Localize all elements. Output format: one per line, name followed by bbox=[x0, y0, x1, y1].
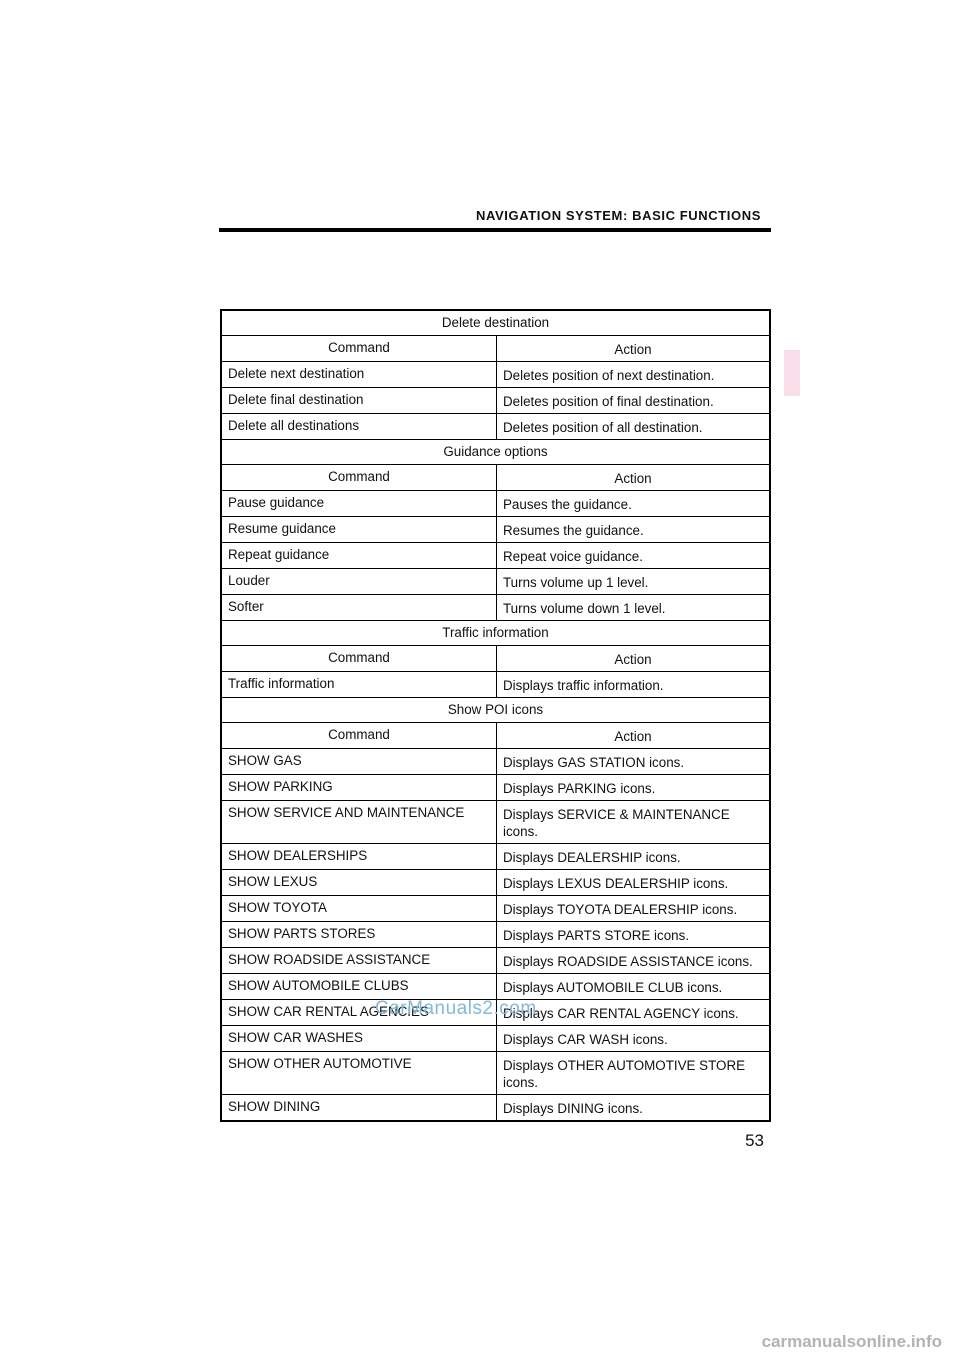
header-rule bbox=[219, 228, 771, 232]
action-cell: Displays TOYOTA DEALERSHIP icons. bbox=[497, 895, 771, 921]
section-title: Traffic information bbox=[221, 620, 770, 645]
command-cell: Resume guidance bbox=[221, 516, 497, 542]
table-row bbox=[221, 568, 770, 594]
section-header-row bbox=[221, 620, 770, 645]
action-cell: Displays SERVICE & MAINTENANCE icons. bbox=[497, 800, 771, 843]
table-row bbox=[221, 1025, 770, 1051]
section-header-row bbox=[221, 439, 770, 464]
command-cell: SHOW CAR WASHES bbox=[221, 1025, 497, 1051]
column-header-command: Command bbox=[221, 335, 497, 361]
table-row bbox=[221, 387, 770, 413]
command-cell: SHOW TOYOTA bbox=[221, 895, 497, 921]
table-row bbox=[221, 594, 770, 620]
action-cell: Displays DEALERSHIP icons. bbox=[497, 843, 771, 869]
action-cell: Deletes position of next destination. bbox=[497, 361, 771, 387]
column-header-action: Action bbox=[497, 464, 771, 490]
column-header-row bbox=[221, 645, 770, 671]
command-cell: Pause guidance bbox=[221, 490, 497, 516]
action-cell: Displays CAR RENTAL AGENCY icons. bbox=[497, 999, 771, 1025]
watermark-bottom: carmanualsonline.info bbox=[761, 1332, 942, 1351]
table-row bbox=[221, 973, 770, 999]
action-cell: Displays ROADSIDE ASSISTANCE icons. bbox=[497, 947, 771, 973]
table-row bbox=[221, 671, 770, 697]
command-cell: SHOW DINING bbox=[221, 1094, 497, 1121]
command-cell: Delete next destination bbox=[221, 361, 497, 387]
command-cell: Louder bbox=[221, 568, 497, 594]
column-header-action: Action bbox=[497, 645, 771, 671]
table-row bbox=[221, 895, 770, 921]
command-cell: SHOW CAR RENTAL AGENCIES bbox=[221, 999, 497, 1025]
table-row bbox=[221, 947, 770, 973]
action-cell: Turns volume up 1 level. bbox=[497, 568, 771, 594]
action-cell: Resumes the guidance. bbox=[497, 516, 771, 542]
action-cell: Displays GAS STATION icons. bbox=[497, 748, 771, 774]
section-header-row bbox=[221, 310, 770, 335]
action-cell: Displays CAR WASH icons. bbox=[497, 1025, 771, 1051]
table-row bbox=[221, 516, 770, 542]
action-cell: Displays PARTS STORE icons. bbox=[497, 921, 771, 947]
action-cell: Displays LEXUS DEALERSHIP icons. bbox=[497, 869, 771, 895]
command-cell: Softer bbox=[221, 594, 497, 620]
table-row bbox=[221, 490, 770, 516]
table-row bbox=[221, 843, 770, 869]
table-row bbox=[221, 869, 770, 895]
section-header-row bbox=[221, 697, 770, 722]
table-row bbox=[221, 774, 770, 800]
command-cell: SHOW GAS bbox=[221, 748, 497, 774]
column-header-row bbox=[221, 335, 770, 361]
page-header-title: NAVIGATION SYSTEM: BASIC FUNCTIONS bbox=[476, 208, 761, 223]
action-cell: Displays OTHER AUTOMOTIVE STORE icons. bbox=[497, 1051, 771, 1094]
column-header-row bbox=[221, 722, 770, 748]
action-cell: Turns volume down 1 level. bbox=[497, 594, 771, 620]
action-cell: Displays traffic information. bbox=[497, 671, 771, 697]
table-row bbox=[221, 542, 770, 568]
action-cell: Repeat voice guidance. bbox=[497, 542, 771, 568]
table-row bbox=[221, 800, 770, 843]
action-cell: Displays DINING icons. bbox=[497, 1094, 771, 1121]
action-cell: Deletes position of final destination. bbox=[497, 387, 771, 413]
section-tab-marker bbox=[784, 350, 800, 396]
watermark-center: CarManuals2.com bbox=[375, 998, 537, 1019]
section-title: Guidance options bbox=[221, 439, 770, 464]
command-cell: SHOW PARTS STORES bbox=[221, 921, 497, 947]
table-row bbox=[221, 361, 770, 387]
column-header-command: Command bbox=[221, 645, 497, 671]
command-cell: SHOW ROADSIDE ASSISTANCE bbox=[221, 947, 497, 973]
command-cell: Traffic information bbox=[221, 671, 497, 697]
command-cell: SHOW AUTOMOBILE CLUBS bbox=[221, 973, 497, 999]
page-number: 53 bbox=[745, 1131, 764, 1150]
action-cell: Pauses the guidance. bbox=[497, 490, 771, 516]
command-cell: Delete final destination bbox=[221, 387, 497, 413]
command-cell: SHOW SERVICE AND MAINTENANCE bbox=[221, 800, 497, 843]
action-cell: Displays PARKING icons. bbox=[497, 774, 771, 800]
command-cell: SHOW PARKING bbox=[221, 774, 497, 800]
table-row bbox=[221, 748, 770, 774]
table-row bbox=[221, 1094, 770, 1121]
column-header-command: Command bbox=[221, 464, 497, 490]
table-row bbox=[221, 1051, 770, 1094]
column-header-row bbox=[221, 464, 770, 490]
command-cell: Repeat guidance bbox=[221, 542, 497, 568]
action-cell: Displays AUTOMOBILE CLUB icons. bbox=[497, 973, 771, 999]
section-title: Show POI icons bbox=[221, 697, 770, 722]
column-header-action: Action bbox=[497, 722, 771, 748]
command-cell: SHOW LEXUS bbox=[221, 869, 497, 895]
table-row bbox=[221, 413, 770, 439]
column-header-command: Command bbox=[221, 722, 497, 748]
command-cell: Delete all destinations bbox=[221, 413, 497, 439]
command-cell: SHOW OTHER AUTOMOTIVE bbox=[221, 1051, 497, 1094]
action-cell: Deletes position of all destination. bbox=[497, 413, 771, 439]
table-row bbox=[221, 921, 770, 947]
command-cell: SHOW DEALERSHIPS bbox=[221, 843, 497, 869]
section-title: Delete destination bbox=[221, 310, 770, 335]
column-header-action: Action bbox=[497, 335, 771, 361]
